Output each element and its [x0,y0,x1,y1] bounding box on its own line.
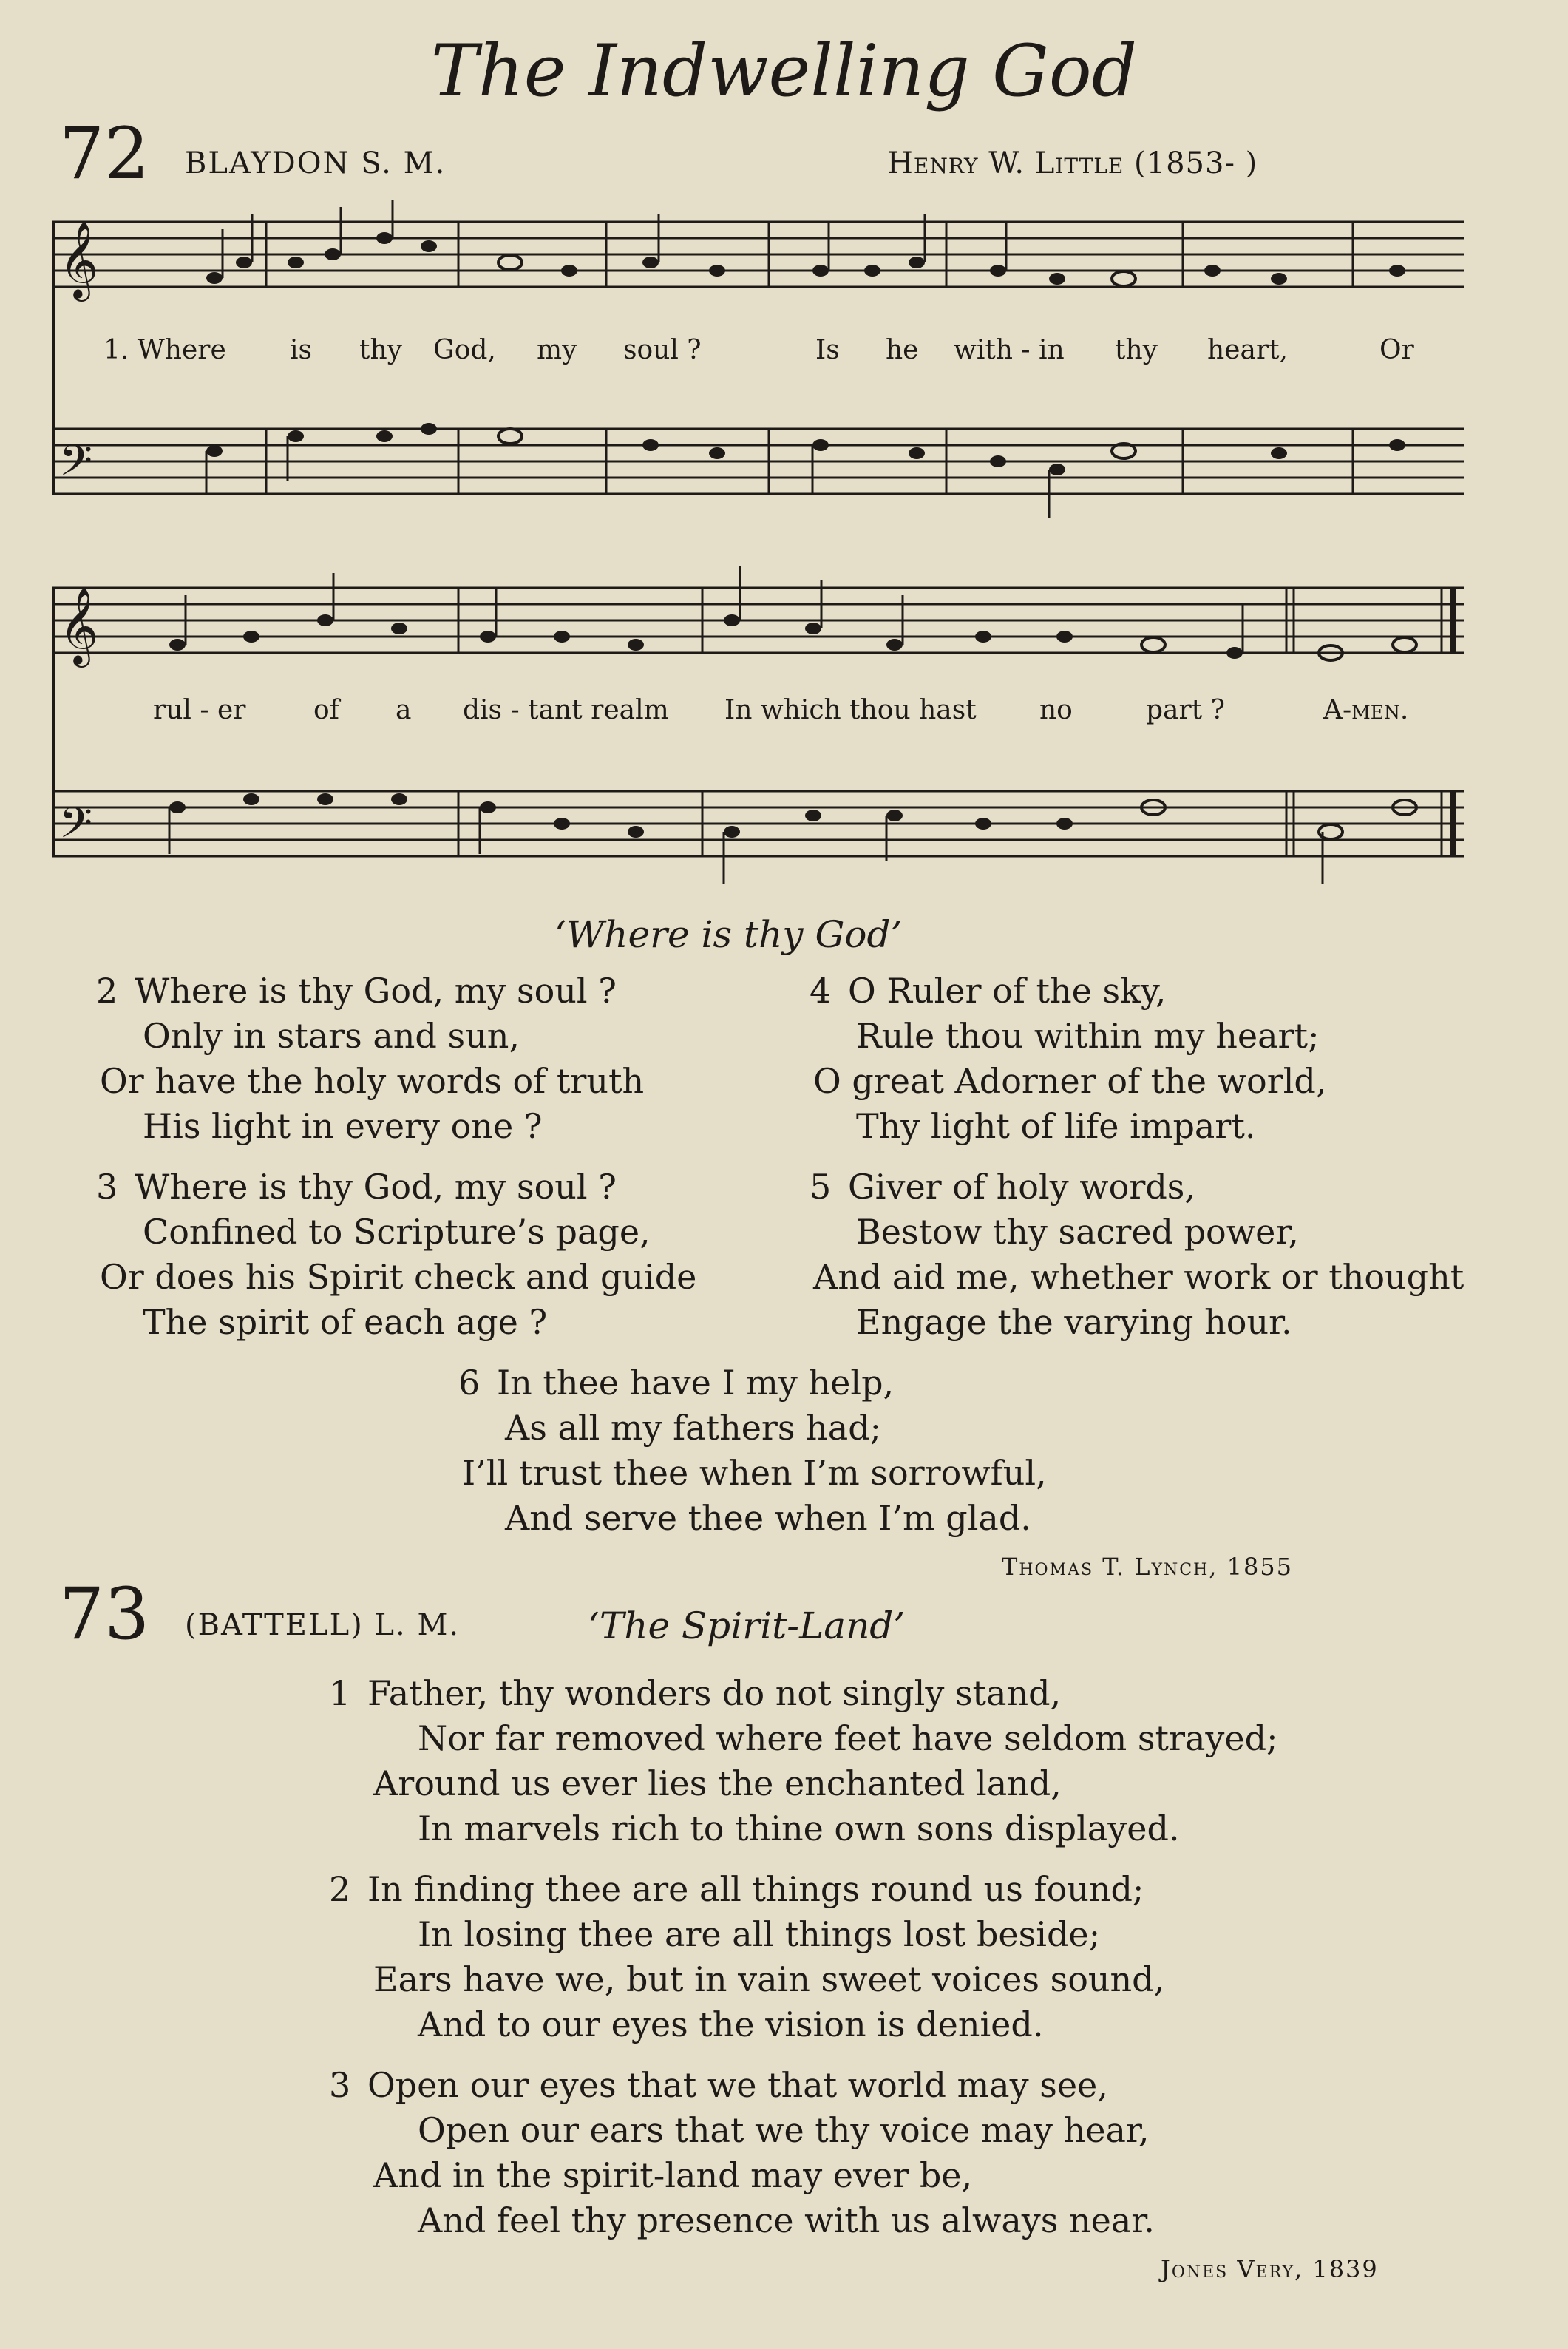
verse-line: And aid me, whether work or thought [813,1257,1465,1297]
lyric: he [886,335,919,365]
verse-line: Giver of holy words, [848,1167,1195,1207]
tune-name-72: BLAYDON S. M. [185,146,447,180]
hymn-number-73: 73 [59,1573,150,1655]
verse-number: 5 [810,1167,832,1207]
bass-clef-icon: 𝄢 [59,435,93,496]
verse-line: In thee have I my help, [497,1363,895,1403]
treble-clef-icon: 𝄞 [59,587,99,665]
verse-line: Open our eyes that we that world may see, [367,2065,1108,2105]
verse-line: Or have the holy words of truth [100,1061,645,1101]
verse-line: Rule thou within my heart; [856,1016,1320,1056]
verse-block-3 [96,1165,696,1345]
lyric: a [396,695,412,725]
verse-block-4 [810,969,1326,1149]
verse-line: In finding thee are all things round us found; [367,1869,1144,1909]
lyric: thy [1115,335,1158,365]
verse-number: 6 [458,1363,481,1403]
verse-line: Engage the varying hour. [856,1302,1292,1342]
verse-line: Where is thy God, my soul ? [135,1167,617,1207]
verse-line: As all my fathers had; [505,1408,882,1448]
verse-line: And in the spirit-land may ever be, [373,2155,973,2195]
verse-number: 3 [329,2065,351,2105]
verse-line: And to our eyes the vision is denied. [418,2004,1044,2044]
bass-staff-2 [52,791,1464,856]
author-credit-73: Jones Very, 1839 [1161,2255,1379,2283]
composer-credit: Henry W. Little (1853- ) [887,146,1258,180]
lyric: In which thou hast [724,695,977,725]
verse-line: Nor far removed where feet have seldom strayed; [418,1718,1278,1758]
verse-block-73-3 [329,2063,1155,2243]
verse-line: Confined to Scripture’s page, [143,1212,651,1252]
verse-line: Thy light of life impart. [856,1106,1256,1146]
lyric: my [537,335,577,365]
hymn-number-72: 72 [59,112,150,195]
lyric: God, [433,335,496,365]
verse-block-5 [810,1165,1464,1345]
verse-number: 4 [810,971,832,1011]
lyric: soul ? [623,335,702,365]
bass-clef-icon: 𝄢 [59,798,93,858]
treble-clef-icon: 𝄞 [59,221,99,299]
verse-line: O great Adorner of the world, [813,1061,1327,1101]
lyric: dis - tant realm [463,695,669,725]
verse-line: And feel thy presence with us always near. [418,2200,1155,2240]
verse-number: 2 [329,1869,351,1909]
music-system-2 [52,558,1467,913]
lyric: thy [359,335,402,365]
barlines-1 [266,222,1353,494]
verse-line: His light in every one ? [143,1106,543,1146]
verse-line: O Ruler of the sky, [848,971,1167,1011]
verse-line: Or does his Spirit check and guide [100,1257,697,1297]
verse-line: And serve thee when I’m glad. [505,1498,1031,1538]
verse-number: 2 [96,971,118,1011]
author-credit-72: Thomas T. Lynch, 1855 [1002,1553,1294,1581]
lyric: part ? [1146,695,1225,725]
verse-block-2 [96,969,644,1149]
verse-line: Around us ever lies the enchanted land, [373,1763,1062,1803]
verse-line: Bestow thy sacred power, [856,1212,1299,1252]
verse-line: I’ll trust thee when I’m sorrowful, [462,1453,1047,1493]
verse-line: In marvels rich to thine own sons displayed. [418,1809,1180,1848]
verse-block-73-1 [329,1671,1278,1851]
verse-line: Father, thy wonders do not singly stand, [367,1673,1062,1713]
lyric: no [1039,695,1073,725]
page-title: The Indwelling God [430,30,1138,112]
bass-staff-1 [52,429,1464,494]
verse-number: 3 [96,1167,118,1207]
treble-staff-1 [52,222,1464,287]
lyric: Is [815,335,840,365]
verse-block-73-2 [329,1867,1164,2047]
hymn-subtitle-73: ‘The Spirit-Land’ [588,1604,906,1647]
lyric: 1. Where [103,335,226,365]
verse-line: The spirit of each age ? [143,1302,548,1342]
verse-line: Where is thy God, my soul ? [135,971,617,1011]
tune-name-73: (BATTELL) L. M. [185,1608,461,1642]
verse-line: In losing thee are all things lost beside; [418,1914,1101,1954]
lyric: is [290,335,312,365]
verse-block-6 [458,1360,1047,1541]
treble-staff-2 [52,588,1464,653]
notes-2 [169,614,1416,839]
verse-number: 1 [329,1673,351,1713]
verse-line: Ears have we, but in vain sweet voices sound, [373,1959,1165,1999]
lyric: heart, [1207,335,1289,365]
hymn-subtitle-72: ‘Where is thy God’ [554,913,903,956]
verse-line: Open our ears that we thy voice may hear, [418,2110,1150,2150]
lyric: of [313,695,339,725]
lyric: rul - er [153,695,246,725]
verse-line: Only in stars and sun, [143,1016,520,1056]
lyric: Or [1379,335,1414,365]
lyric: with - in [954,335,1065,365]
amen-lyric: A-men. [1323,695,1409,725]
